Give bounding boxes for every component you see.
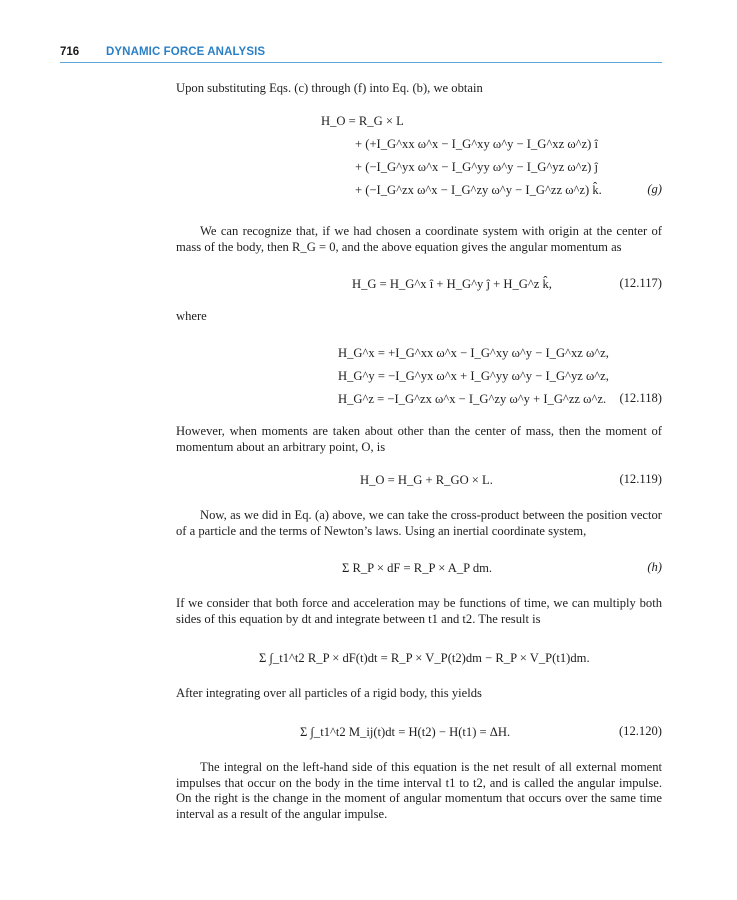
- equation-g-line-3: [355, 159, 598, 175]
- equation-integral: [259, 650, 590, 666]
- equation-12-117: [352, 276, 552, 292]
- paragraph-4: [176, 424, 662, 455]
- paragraph-1-text: Upon substituting Eqs. (c) through (f) into Eq. (b), we obtain: [176, 81, 483, 95]
- equation-12-118-line-2-text: H_G^y = −I_G^yx ω^x + I_G^yy ω^y − I_G^yz ω^z,: [338, 369, 609, 383]
- paragraph-1: [176, 81, 662, 97]
- paragraph-7: [176, 686, 662, 702]
- equation-g-line-4-text: + (−I_G^zx ω^x − I_G^zy ω^y − I_G^zz ω^z) k̂.: [355, 183, 602, 197]
- equation-12-118-line-1-text: H_G^x = +I_G^xx ω^x − I_G^xy ω^y − I_G^xz ω^z,: [338, 346, 609, 360]
- equation-g-line-2-text: + (+I_G^xx ω^x − I_G^xy ω^y − I_G^xz ω^z) î: [355, 137, 598, 151]
- section-title: DYNAMIC FORCE ANALYSIS: [106, 46, 266, 58]
- paragraph-6: [176, 596, 662, 627]
- equation-number-12-117: (12.117): [619, 276, 662, 290]
- equation-12-118-line-3-text: H_G^z = −I_G^zx ω^x − I_G^zy ω^y + I_G^zz ω^z.: [338, 392, 607, 406]
- paragraph-6-text: If we consider that both force and acceleration may be functions of time, we can multiply both sides of this equation by dt and integrate between t1 and t2. The result is: [176, 596, 662, 626]
- paragraph-7-text: After integrating over all particles of a rigid body, this yields: [176, 686, 482, 700]
- equation-integral-text: Σ ∫_t1^t2 R_P × dF(t)dt = R_P × V_P(t2)dm − R_P × V_P(t1)dm.: [259, 651, 590, 665]
- where-text: where: [176, 309, 207, 323]
- equation-g-line-4: [355, 182, 602, 198]
- paragraph-5: [176, 508, 662, 539]
- equation-12-120: [300, 724, 510, 740]
- equation-number-12-119: (12.119): [619, 472, 662, 486]
- equation-12-119-text: H_O = H_G + R_GO × L.: [360, 473, 493, 487]
- equation-12-120-text: Σ ∫_t1^t2 M_ij(t)dt = H(t2) − H(t1) = ΔH.: [300, 725, 511, 739]
- equation-g-line-2: [355, 136, 598, 152]
- equation-number-g: (g): [647, 182, 662, 196]
- equation-number-12-120: (12.120): [618, 724, 662, 738]
- equation-12-118-line-2: [338, 368, 609, 384]
- equation-12-119: [360, 472, 493, 488]
- paragraph-8-text: The integral on the left-hand side of this equation is the net result of all external moment impulses that occur on the body in the time interval t1 to t2, and is called the angular impulse. On the right is the change in the moment of angular momentum that occurs over the same time interval as a result of the angular impulse.: [176, 760, 662, 821]
- equation-h-text: Σ R_P × dF = R_P × A_P dm.: [342, 561, 493, 575]
- paragraph-2: [176, 224, 662, 255]
- equation-h: [342, 560, 492, 576]
- equation-number-h: (h): [647, 560, 662, 574]
- equation-12-118-line-1: [338, 345, 609, 361]
- equation-12-118-line-3: [338, 391, 606, 407]
- paragraph-where: [176, 309, 207, 325]
- paragraph-5-text: Now, as we did in Eq. (a) above, we can take the cross-product between the position vector of a particle and the terms of Newton’s laws. Using an inertial coordinate system,: [176, 508, 662, 538]
- paragraph-2-text: We can recognize that, if we had chosen a coordinate system with origin at the center of mass of the body, then R_G = 0, and the above equation gives the angular momentum as: [176, 224, 662, 254]
- equation-g-line-3-text: + (−I_G^yx ω^x − I_G^yy ω^y − I_G^yz ω^z) ĵ: [355, 160, 598, 174]
- page-number: 716: [60, 46, 80, 58]
- paragraph-8: [176, 760, 662, 822]
- header-rule: [60, 62, 662, 63]
- equation-12-117-text: H_G = H_G^x î + H_G^y ĵ + H_G^z k̂,: [352, 277, 552, 291]
- equation-g-line-1: [321, 113, 404, 129]
- running-header: [0, 44, 737, 66]
- equation-number-12-118: (12.118): [619, 391, 662, 405]
- equation-g-line-1-text: H_O = R_G × L: [321, 114, 404, 128]
- paragraph-4-text: However, when moments are taken about other than the center of mass, then the moment of momentum about an arbitrary point, O, is: [176, 424, 662, 454]
